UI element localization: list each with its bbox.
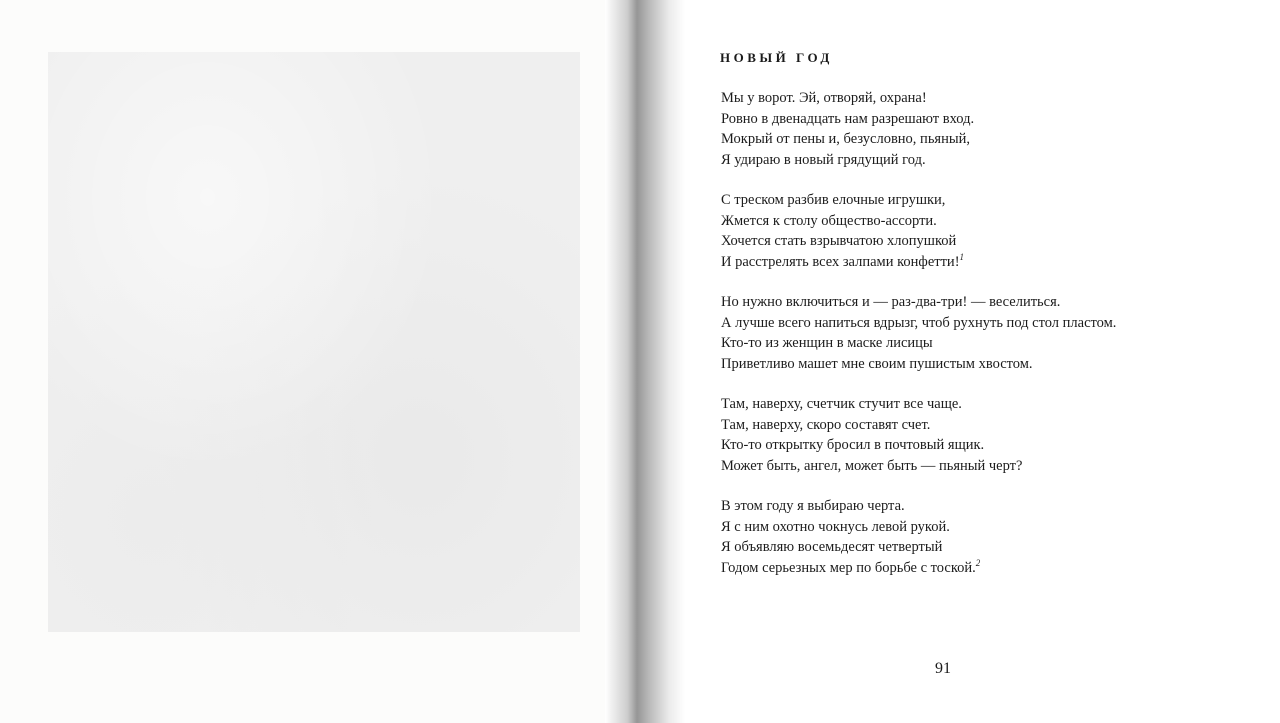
poem-line bbox=[721, 252, 1261, 273]
poem-line bbox=[721, 211, 1261, 232]
poem-line-text: Я с ним охотно чокнусь левой рукой. bbox=[721, 518, 950, 535]
poem-line bbox=[721, 292, 1261, 313]
poem-line-text: Мокрый от пены и, безусловно, пьяный, bbox=[721, 131, 970, 147]
book-gutter-shadow bbox=[605, 0, 685, 723]
poem-line-text: Жмется к столу общество-ассорти. bbox=[721, 212, 937, 229]
poem-line-text: Мы у ворот. Эй, отворяй, охрана! bbox=[721, 90, 927, 106]
poem-line-text: В этом году я выбираю черта. bbox=[721, 498, 905, 514]
poem-line-text: Там, наверху, скоро составят счет. bbox=[721, 416, 931, 433]
stanza bbox=[721, 292, 1261, 374]
right-page bbox=[685, 0, 1280, 723]
page-number: 91 bbox=[935, 660, 951, 677]
stanza bbox=[721, 394, 1261, 476]
poem-line-text: Там, наверху, счетчик стучит все чаще. bbox=[721, 396, 962, 412]
poem-line bbox=[721, 109, 1261, 130]
poem-title: НОВЫЙ ГОД bbox=[720, 50, 833, 65]
poem-line bbox=[721, 415, 1261, 436]
poem-line bbox=[721, 558, 1261, 579]
poem-line-text: Кто-то из женщин в маске лисицы bbox=[721, 335, 933, 351]
poem-line bbox=[721, 190, 1261, 211]
poem-line bbox=[721, 435, 1261, 456]
poem-line-text: Может быть, ангел, может быть — пьяный черт? bbox=[721, 457, 1023, 474]
poem-line-text: Годом серьезных мер по борьбе с тоской. bbox=[721, 559, 976, 576]
left-page bbox=[0, 0, 615, 723]
poem-line bbox=[721, 517, 1261, 538]
poem-line bbox=[721, 129, 1261, 150]
poem-line bbox=[721, 313, 1261, 334]
poem-line bbox=[721, 456, 1261, 477]
poem-body bbox=[721, 88, 1261, 598]
poem-line-text: И расстрелять всех залпами конфетти! bbox=[721, 253, 960, 270]
poem-line bbox=[721, 537, 1261, 558]
stanza bbox=[721, 190, 1261, 272]
poem-line-text: С треском разбив елочные игрушки, bbox=[721, 192, 946, 208]
footnote-marker: 2 bbox=[975, 557, 981, 568]
poem-line bbox=[721, 231, 1261, 252]
poem-line bbox=[721, 150, 1261, 171]
poem-line bbox=[721, 354, 1261, 375]
poem-line-text: Ровно в двенадцать нам разрешают вход. bbox=[721, 110, 975, 127]
poem-line bbox=[721, 496, 1261, 517]
poem-line-text: Я объявляю восемьдесят четвертый bbox=[721, 539, 943, 555]
poem-line-text: Хочется стать взрывчатою хлопушкой bbox=[721, 233, 957, 249]
blank-photo-plate bbox=[48, 52, 580, 632]
poem-line bbox=[721, 88, 1261, 109]
footnote-marker: 1 bbox=[959, 251, 965, 262]
poem-line bbox=[721, 394, 1261, 415]
stanza bbox=[721, 88, 1261, 170]
poem-line-text: Я удираю в новый грядущий год. bbox=[721, 151, 926, 168]
poem-line-text: Приветливо машет мне своим пушистым хвостом. bbox=[721, 355, 1033, 372]
poem-line-text: Но нужно включиться и — раз-два-три! — веселиться. bbox=[721, 294, 1061, 310]
poem-line-text: А лучше всего напиться вдрызг, чтоб рухнуть под стол пластом. bbox=[721, 314, 1117, 331]
stanza bbox=[721, 496, 1261, 578]
poem-line bbox=[721, 333, 1261, 354]
poem-line-text: Кто-то открытку бросил в почтовый ящик. bbox=[721, 437, 985, 453]
